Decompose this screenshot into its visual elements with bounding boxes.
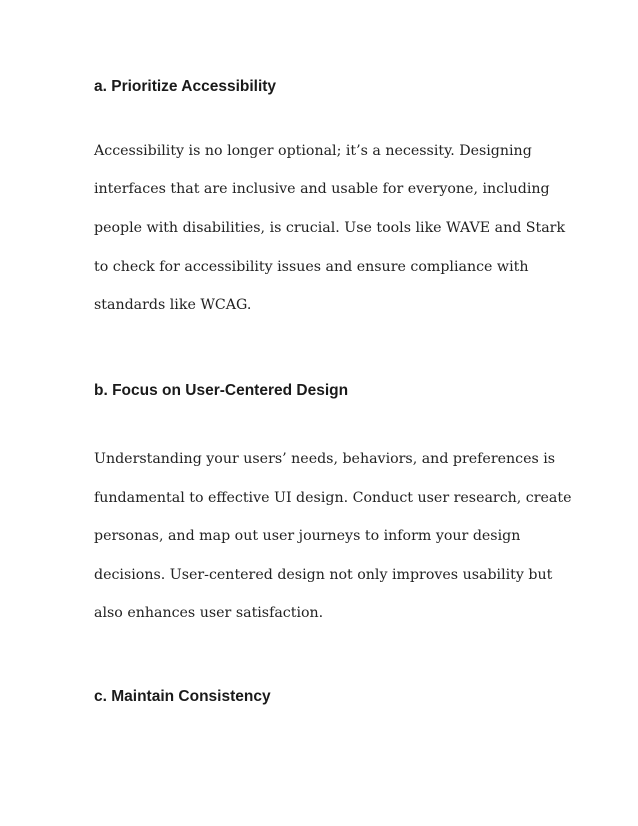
- paragraph-line: personas, and map out user journeys to inform your design: [94, 528, 521, 544]
- paragraph-line: Understanding your users’ needs, behaviors, and preferences is: [94, 451, 556, 467]
- paragraph-line: people with disabilities, is crucial. Use tools like WAVE and Stark: [94, 220, 566, 236]
- section-heading-accessibility: a. Prioritize Accessibility: [94, 78, 277, 95]
- section-heading-consistency: c. Maintain Consistency: [94, 688, 271, 705]
- paragraph-line: Accessibility is no longer optional; it’s a necessity. Designing: [94, 143, 532, 159]
- paragraph-line: standards like WCAG.: [94, 297, 252, 313]
- paragraph-line: fundamental to effective UI design. Conduct user research, create: [94, 490, 572, 506]
- paragraph-line: also enhances user satisfaction.: [94, 605, 324, 621]
- paragraph-line: decisions. User-centered design not only improves usability but: [94, 567, 553, 583]
- paragraph-line: interfaces that are inclusive and usable for everyone, including: [94, 181, 550, 197]
- section-heading-user-centered-design: b. Focus on User-Centered Design: [94, 382, 349, 399]
- paragraph-line: to check for accessibility issues and ensure compliance with: [94, 259, 529, 275]
